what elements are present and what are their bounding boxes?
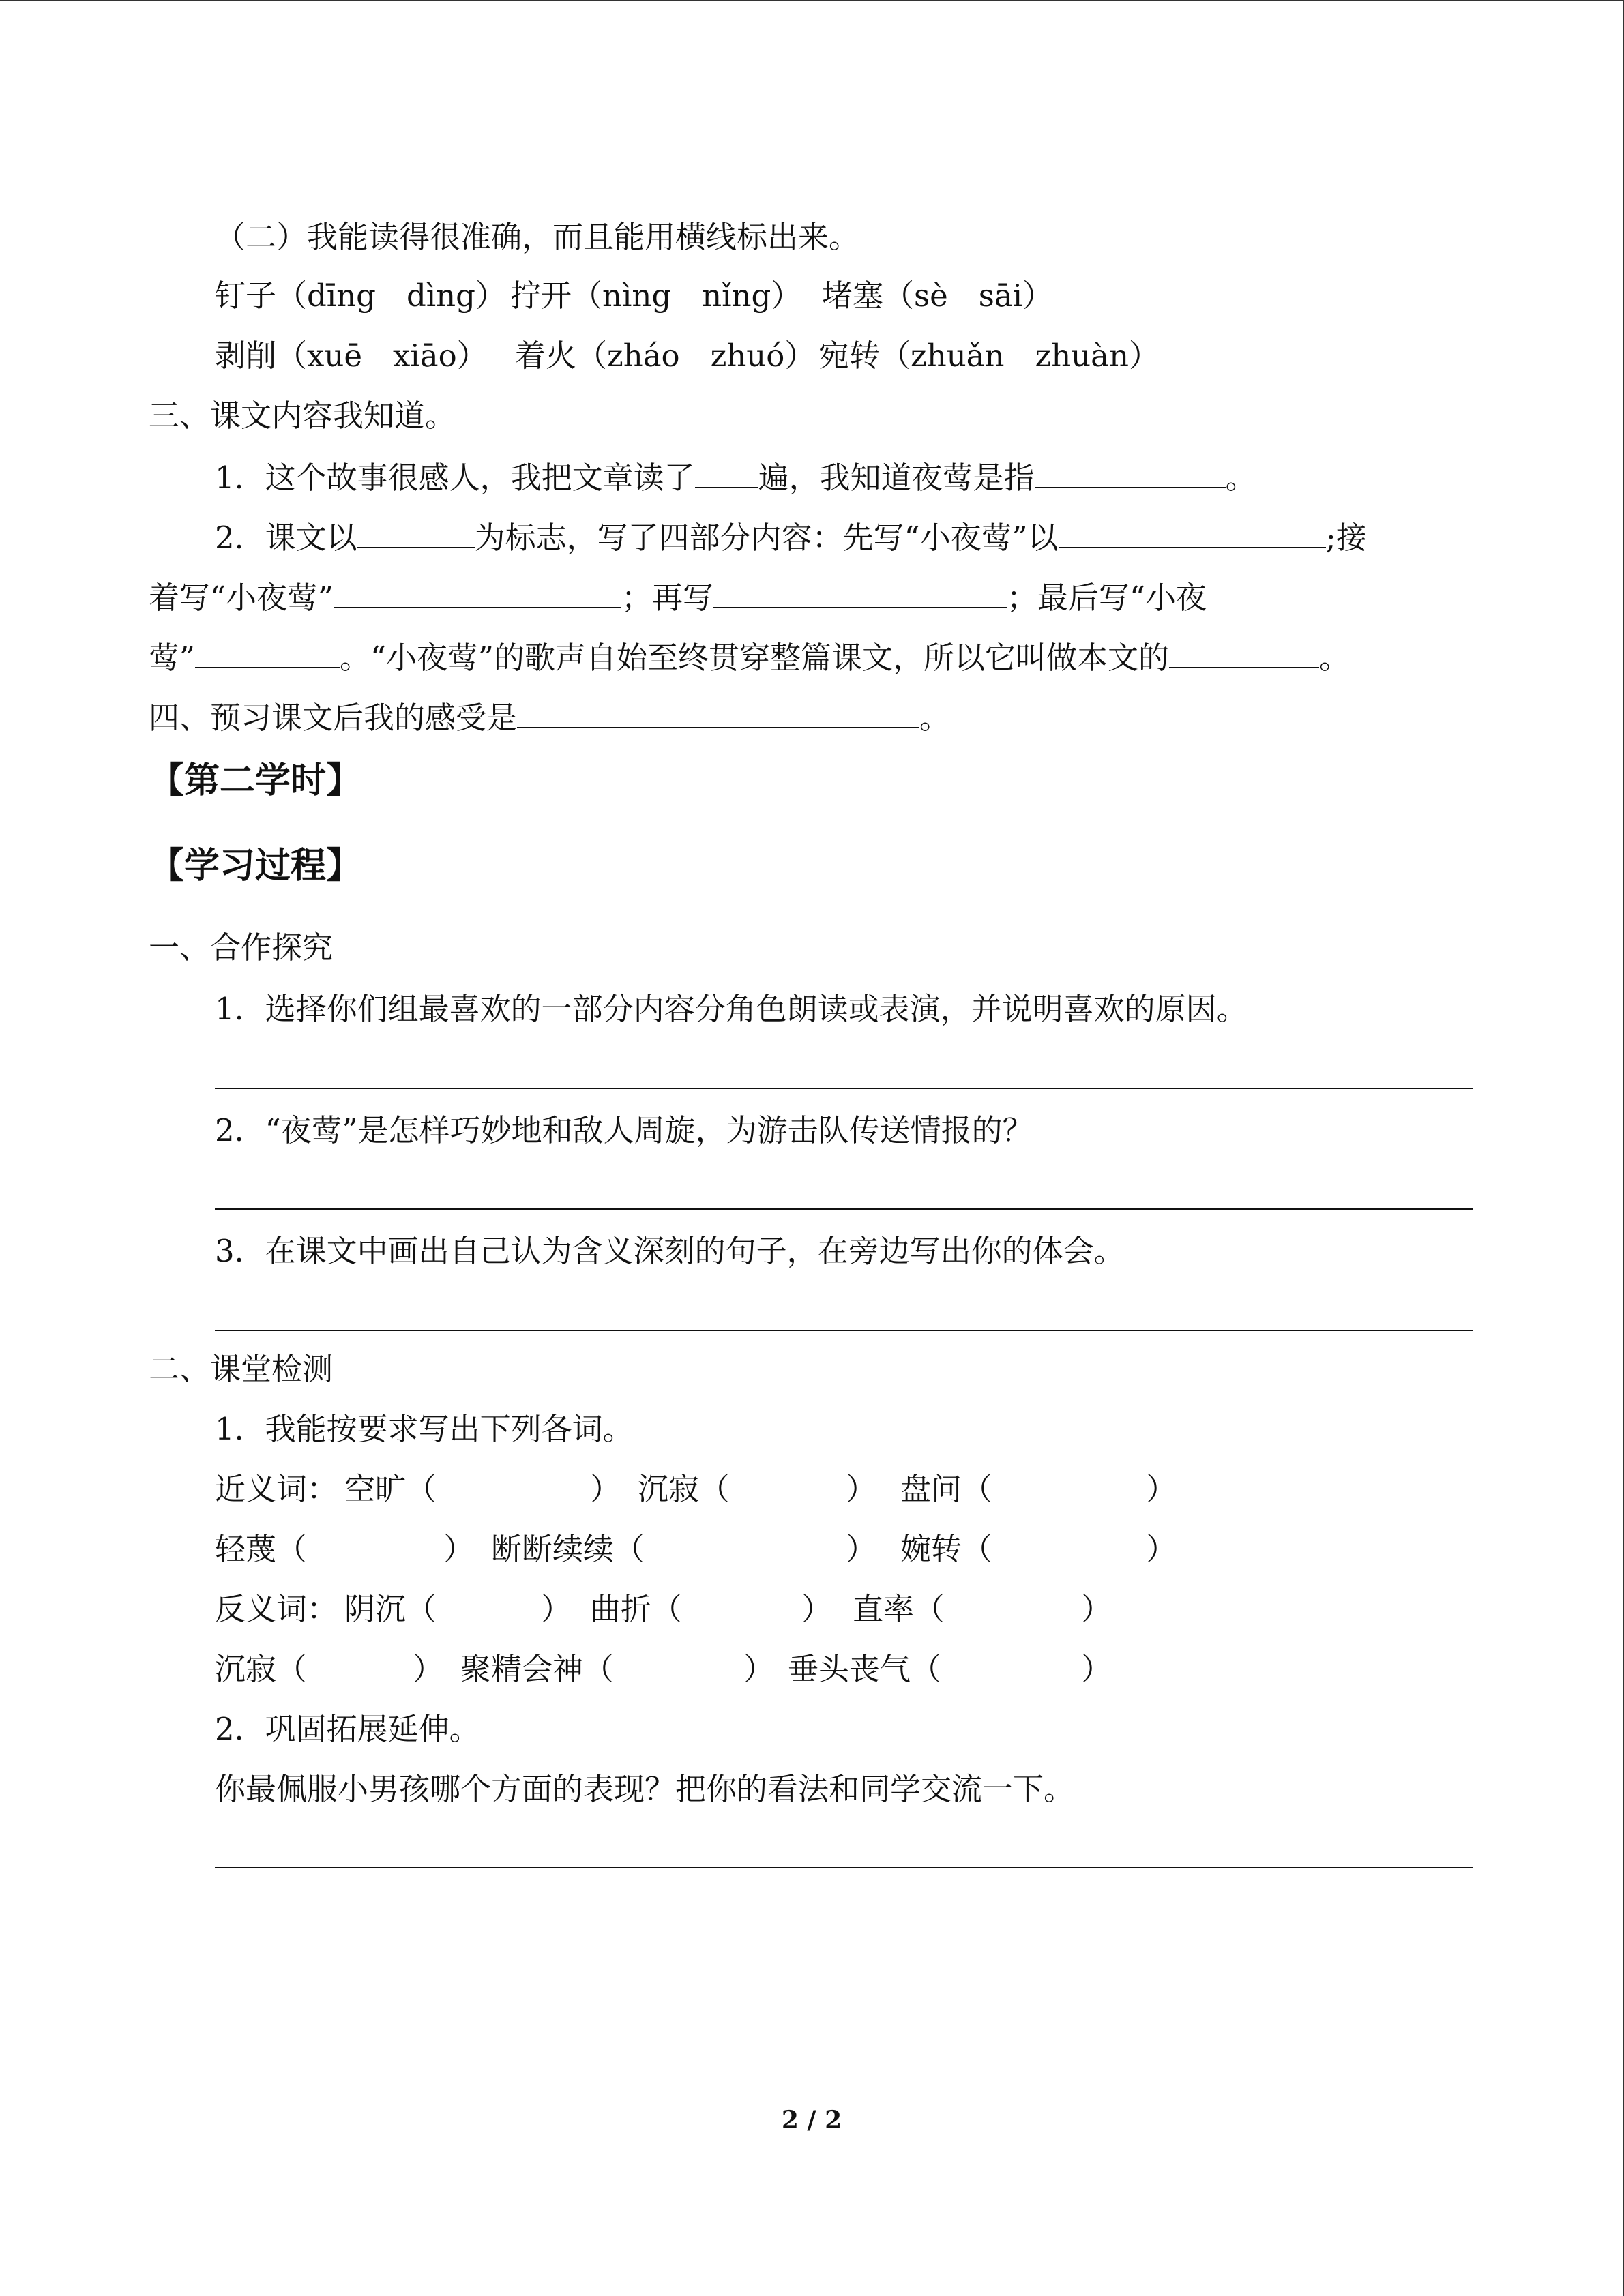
answer-line[interactable] (215, 1088, 1473, 1089)
paren-close: ） (846, 1531, 877, 1567)
blank-line[interactable] (357, 516, 475, 548)
word-item: 阴沉（ (344, 1591, 437, 1627)
word-item: 曲折（ (590, 1591, 683, 1627)
pinyin-item: 钉子（dīng dìng） (215, 278, 506, 314)
question-3-1 (215, 456, 1256, 496)
heading-second-lesson: 【第二学时】 (149, 760, 362, 801)
section-2-title: （二）我能读得很准确，而且能用横线标出来。 (215, 219, 860, 255)
question-3-2-line-2 (149, 576, 1207, 616)
paren-close: ） (1146, 1471, 1177, 1507)
q-text: 。 (1319, 640, 1350, 676)
antonyms-label: 反义词： (215, 1591, 338, 1627)
word-item: 盘问（ (900, 1471, 993, 1507)
blank-line[interactable] (695, 456, 758, 488)
cooperation-title: 一、合作探究 (149, 929, 334, 966)
q-text: 。 (919, 700, 951, 736)
word-item: 沉寂（ (215, 1651, 308, 1687)
pinyin-item: 着火（zháo zhuó） (515, 338, 816, 374)
word-item: 直率（ (853, 1591, 945, 1627)
q-text: ;接 (1325, 520, 1367, 556)
coop-question-3: 3．在课文中画出自己认为含义深刻的句子，在旁边写出你的体会。 (215, 1233, 1125, 1269)
check-question-2: 2．巩固拓展延伸。 (215, 1711, 480, 1747)
pinyin-item: 宛转（zhuǎn zhuàn） (818, 338, 1160, 374)
word-item: 垂头丧气（ (788, 1651, 942, 1687)
paren-close: ） (743, 1651, 775, 1687)
paren-close: ） (590, 1471, 621, 1507)
q-text: 1．这个故事很感人，我把文章读了 (215, 460, 695, 496)
paren-close: ） (1081, 1591, 1112, 1627)
heading-learning-process: 【学习过程】 (149, 845, 362, 886)
question-3-2-line-3 (149, 636, 1350, 676)
q-text: 遍，我知道夜莺是指 (758, 460, 1035, 496)
paren-close: ） (801, 1591, 833, 1627)
q-text: 为标志，写了四部分内容：先写“小夜莺”以 (474, 520, 1059, 556)
q-text: 。 (1225, 460, 1256, 496)
coop-question-2: 2．“夜莺”是怎样巧妙地和敌人周旋，为游击队传送情报的？ (215, 1112, 1033, 1148)
q-text: ；再写 (621, 580, 714, 616)
check-question-2-text: 你最佩服小男孩哪个方面的表现？把你的看法和同学交流一下。 (215, 1771, 1075, 1807)
q-text: 四、预习课文后我的感受是 (149, 700, 518, 736)
section-3-title: 三、课文内容我知道。 (149, 398, 456, 434)
blank-line[interactable] (713, 576, 1007, 608)
q-text: 。“小夜莺”的歌声自始至终贯穿整篇课文，所以它叫做本文的 (340, 640, 1170, 676)
word-item: 聚精会神（ (460, 1651, 615, 1687)
blank-line[interactable] (334, 576, 621, 608)
paren-close: ） (541, 1591, 572, 1627)
pinyin-item: 剥削（xuē xiāo） (215, 338, 488, 374)
page-number: 2 / 2 (781, 2106, 842, 2134)
paren-close: ） (846, 1471, 877, 1507)
paren-close: ） (1146, 1531, 1177, 1567)
check-question-1: 1．我能按要求写出下列各词。 (215, 1411, 634, 1447)
section-4 (149, 696, 950, 736)
answer-line[interactable] (215, 1867, 1473, 1868)
synonyms-label: 近义词： (215, 1471, 338, 1507)
word-item: 断断续续（ (491, 1531, 645, 1567)
coop-question-1: 1．选择你们组最喜欢的一部分内容分角色朗读或表演，并说明喜欢的原因。 (215, 991, 1247, 1027)
paren-close: ） (1081, 1651, 1112, 1687)
blank-line[interactable] (1035, 456, 1226, 488)
question-3-2-line-1 (215, 516, 1367, 556)
word-item: 轻蔑（ (215, 1531, 308, 1567)
blank-line[interactable] (1059, 516, 1326, 548)
paren-close: ） (443, 1531, 475, 1567)
word-item: 婉转（ (900, 1531, 993, 1567)
blank-line[interactable] (1169, 636, 1319, 668)
blank-line[interactable] (517, 696, 919, 728)
word-item: 空旷（ (344, 1471, 437, 1507)
answer-line[interactable] (215, 1208, 1473, 1210)
q-text: 2．课文以 (215, 520, 357, 556)
blank-line[interactable] (195, 636, 340, 668)
check-title: 二、课堂检测 (149, 1351, 334, 1387)
q-text: 着写“小夜莺” (149, 580, 334, 616)
pinyin-item: 堵塞（sè sāi） (822, 278, 1054, 314)
q-text: 莺” (149, 640, 196, 676)
answer-line[interactable] (215, 1330, 1473, 1331)
paren-close: ） (413, 1651, 444, 1687)
q-text: ；最后写“小夜 (1007, 580, 1207, 616)
pinyin-item: 拧开（nìng nǐng） (510, 278, 802, 314)
word-item: 沉寂（ (638, 1471, 730, 1507)
